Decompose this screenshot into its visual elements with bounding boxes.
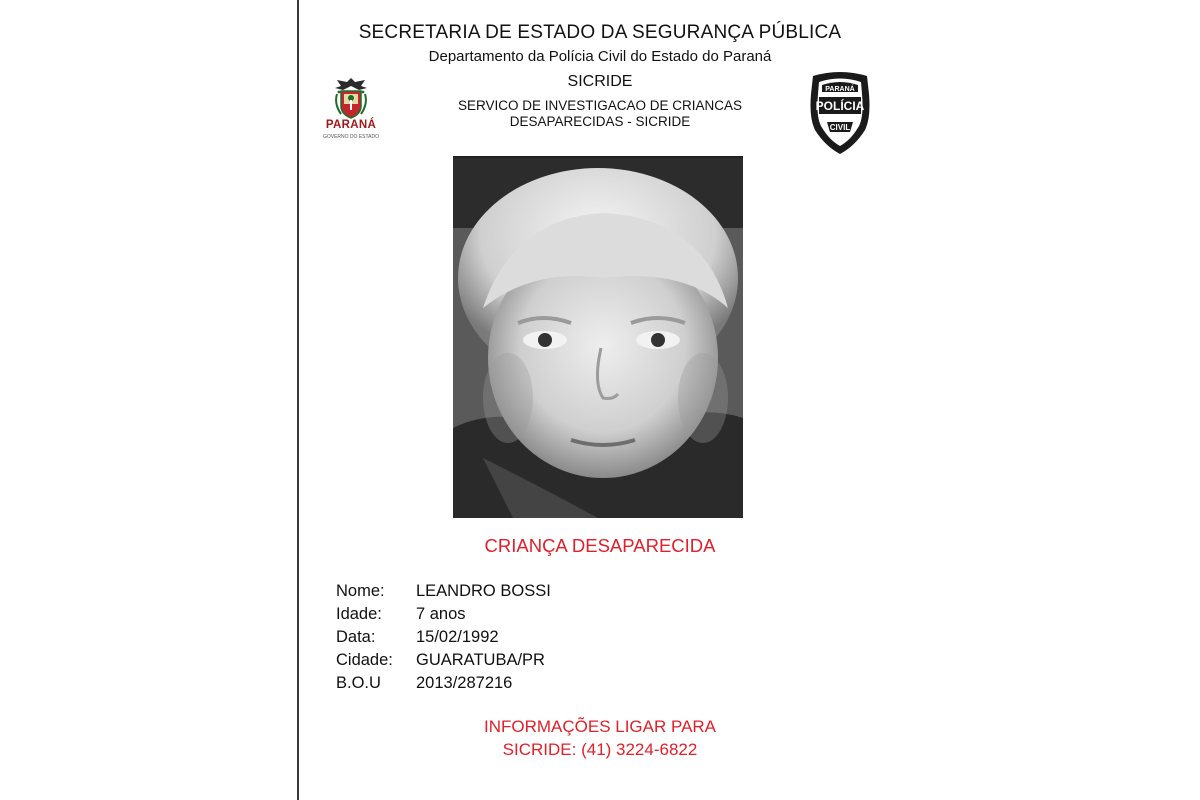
info-value-idade: 7 anos	[416, 605, 466, 623]
policia-civil-badge-icon	[807, 70, 873, 156]
header-servico-line1: SERVICO DE INVESTIGACAO DE CRIANCAS	[457, 98, 743, 113]
header-servico-line2: DESAPARECIDAS - SICRIDE	[509, 114, 691, 129]
missing-child-title: CRIANÇA DESAPARECIDA	[484, 535, 716, 556]
parana-coat-of-arms-icon	[321, 76, 381, 146]
contact-line1: INFORMAÇÕES LIGAR PARA	[483, 717, 717, 736]
header-departamento: Departamento da Polícia Civil do Estado do Paraná	[428, 48, 772, 65]
parana-logo-text: PARANÁ	[325, 119, 377, 131]
info-value-bou: 2013/287216	[416, 674, 513, 692]
missing-child-poster	[299, 0, 901, 800]
info-label-idade: Idade:	[336, 605, 382, 623]
info-row-bou	[336, 672, 551, 695]
info-label-data: Data:	[336, 628, 376, 646]
header-secretaria: SECRETARIA DE ESTADO DA SEGURANÇA PÚBLICA	[358, 22, 842, 43]
badge-bottom-text: CIVIL	[829, 123, 851, 132]
info-label-bou: B.O.U	[336, 674, 381, 692]
info-value-nome: LEANDRO BOSSI	[416, 582, 551, 600]
info-label-nome: Nome:	[336, 582, 385, 600]
child-info-table	[336, 580, 551, 695]
missing-child-photo	[453, 156, 743, 518]
badge-top-text: PARANÁ	[825, 86, 855, 93]
badge-main-text: POLÍCIA	[815, 99, 865, 113]
info-value-cidade: GUARATUBA/PR	[416, 651, 545, 669]
info-label-cidade: Cidade:	[336, 651, 393, 669]
info-row-idade	[336, 603, 551, 626]
info-value-data: 15/02/1992	[416, 628, 499, 646]
info-row-data	[336, 626, 551, 649]
info-row-cidade	[336, 649, 551, 672]
parana-logo-subtitle: GOVERNO DO ESTADO	[322, 134, 380, 140]
contact-phone: SICRIDE: (41) 3224-6822	[502, 740, 698, 759]
header-sicride: SICRIDE	[567, 73, 633, 90]
info-row-nome	[336, 580, 551, 603]
